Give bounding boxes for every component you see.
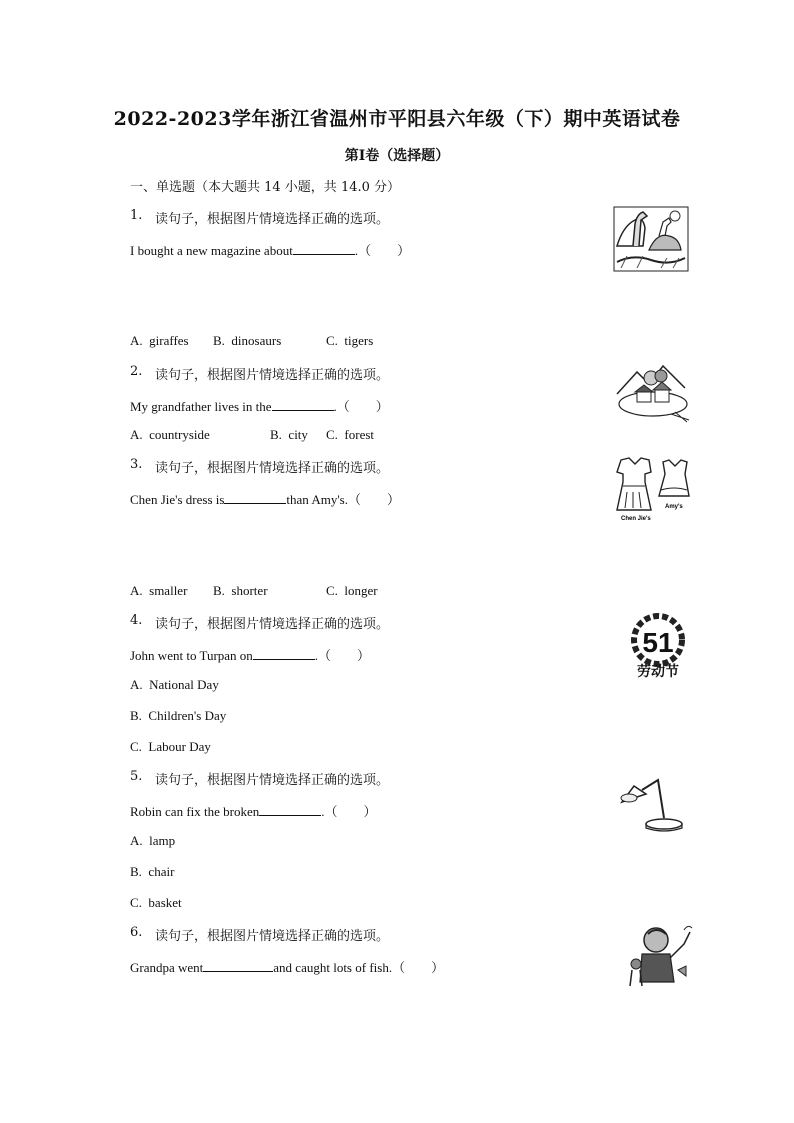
option-letter: B. <box>130 708 142 723</box>
option-letter: A. <box>130 333 143 348</box>
question-stem: 读句子，根据图片情境选择正确的选项。 <box>155 212 390 227</box>
option-letter: C. <box>130 739 142 754</box>
sentence-after: .（ ） <box>314 648 371 663</box>
option-text: dinosaurs <box>231 333 282 348</box>
sentence-before: My grandfather lives in the <box>130 399 272 414</box>
option-c[interactable] <box>326 583 378 599</box>
option-a[interactable] <box>130 333 189 349</box>
option-text: forest <box>344 427 375 442</box>
question-number: 5. <box>130 769 143 784</box>
option-letter: B. <box>213 583 225 598</box>
sentence-after: and caught lots of fish.（ ） <box>273 960 445 975</box>
sentence-before: I bought a new magazine about <box>130 243 293 258</box>
option-text: longer <box>344 583 378 598</box>
dress-label-amy: Amy's <box>665 504 683 510</box>
option-text: basket <box>148 895 182 910</box>
option-text: smaller <box>149 583 188 598</box>
answer-blank[interactable] <box>224 491 286 504</box>
question-sentence <box>130 801 377 820</box>
section-heading: 一、单选题（本大题共 14 小题，共 14.0 分） <box>130 180 401 195</box>
question-number: 2. <box>130 364 143 379</box>
option-letter: B. <box>270 427 282 442</box>
option-c[interactable] <box>130 739 211 755</box>
dress-label-chen-jie: Chen Jie's <box>621 516 651 522</box>
option-b[interactable] <box>130 864 174 880</box>
sentence-before: Chen Jie's dress is <box>130 492 225 507</box>
question-stem: 读句子，根据图片情境选择正确的选项。 <box>155 773 390 788</box>
option-b[interactable] <box>130 708 226 724</box>
option-text: Children's Day <box>148 708 227 723</box>
option-text: tigers <box>344 333 374 348</box>
option-b[interactable] <box>213 333 281 349</box>
option-text: National Day <box>149 677 219 692</box>
question-stem: 读句子，根据图片情境选择正确的选项。 <box>155 617 390 632</box>
question-number: 3. <box>130 457 143 472</box>
page-title: 2022-2023学年浙江省温州市平阳县六年级（下）期中英语试卷 <box>113 108 681 130</box>
option-a[interactable] <box>130 583 187 599</box>
option-text: giraffes <box>149 333 189 348</box>
question-sentence <box>130 396 389 415</box>
labour-day-picture <box>623 612 693 680</box>
sentence-after: than Amy's.（ ） <box>286 492 400 507</box>
dresses-picture <box>611 456 693 524</box>
option-letter: B. <box>130 864 142 879</box>
dinosaur-picture <box>613 206 689 272</box>
question-number: 6. <box>130 925 143 940</box>
countryside-picture <box>615 358 693 424</box>
answer-blank[interactable] <box>259 803 321 816</box>
labour-day-label: 劳动节 <box>637 664 679 680</box>
option-letter: A. <box>130 677 143 692</box>
lamp-picture <box>616 768 692 834</box>
option-letter: A. <box>130 833 143 848</box>
question-sentence <box>130 489 400 508</box>
fifty-one-label: 51 <box>642 627 674 658</box>
option-b[interactable] <box>213 583 268 599</box>
option-a[interactable] <box>130 833 175 849</box>
option-text: lamp <box>149 833 176 848</box>
question-sentence <box>130 240 410 259</box>
sentence-after: .（ ） <box>321 804 377 819</box>
question-sentence <box>130 645 370 664</box>
page-subtitle: 第Ⅰ卷（选择题） <box>344 148 450 164</box>
option-letter: C. <box>326 583 338 598</box>
option-a[interactable] <box>130 677 219 693</box>
answer-blank[interactable] <box>253 647 315 660</box>
question-stem: 读句子，根据图片情境选择正确的选项。 <box>155 368 390 383</box>
question-number: 4. <box>130 613 143 628</box>
option-c[interactable] <box>130 895 182 911</box>
grandpa-fishing-picture <box>626 920 694 990</box>
option-b[interactable] <box>270 427 308 443</box>
option-c[interactable] <box>326 333 373 349</box>
option-c[interactable] <box>326 427 374 443</box>
question-stem: 读句子，根据图片情境选择正确的选项。 <box>155 929 390 944</box>
answer-blank[interactable] <box>272 398 334 411</box>
option-letter: A. <box>130 583 143 598</box>
question-sentence <box>130 957 444 976</box>
sentence-before: Robin can fix the broken <box>130 804 260 819</box>
option-text: countryside <box>149 427 210 442</box>
answer-blank[interactable] <box>293 242 355 255</box>
sentence-before: Grandpa went <box>130 960 204 975</box>
option-text: Labour Day <box>148 739 211 754</box>
option-letter: C. <box>326 427 338 442</box>
sentence-after: .（ ） <box>333 399 389 414</box>
option-a[interactable] <box>130 427 210 443</box>
option-letter: C. <box>130 895 142 910</box>
question-number: 1. <box>130 208 143 223</box>
sentence-after: .（ ） <box>354 243 411 258</box>
sentence-before: John went to Turpan on <box>130 648 253 663</box>
option-letter: A. <box>130 427 143 442</box>
option-letter: B. <box>213 333 225 348</box>
answer-blank[interactable] <box>203 959 273 972</box>
option-text: shorter <box>231 583 268 598</box>
option-text: chair <box>148 864 175 879</box>
option-letter: C. <box>326 333 338 348</box>
question-stem: 读句子，根据图片情境选择正确的选项。 <box>155 461 390 476</box>
option-text: city <box>288 427 308 442</box>
